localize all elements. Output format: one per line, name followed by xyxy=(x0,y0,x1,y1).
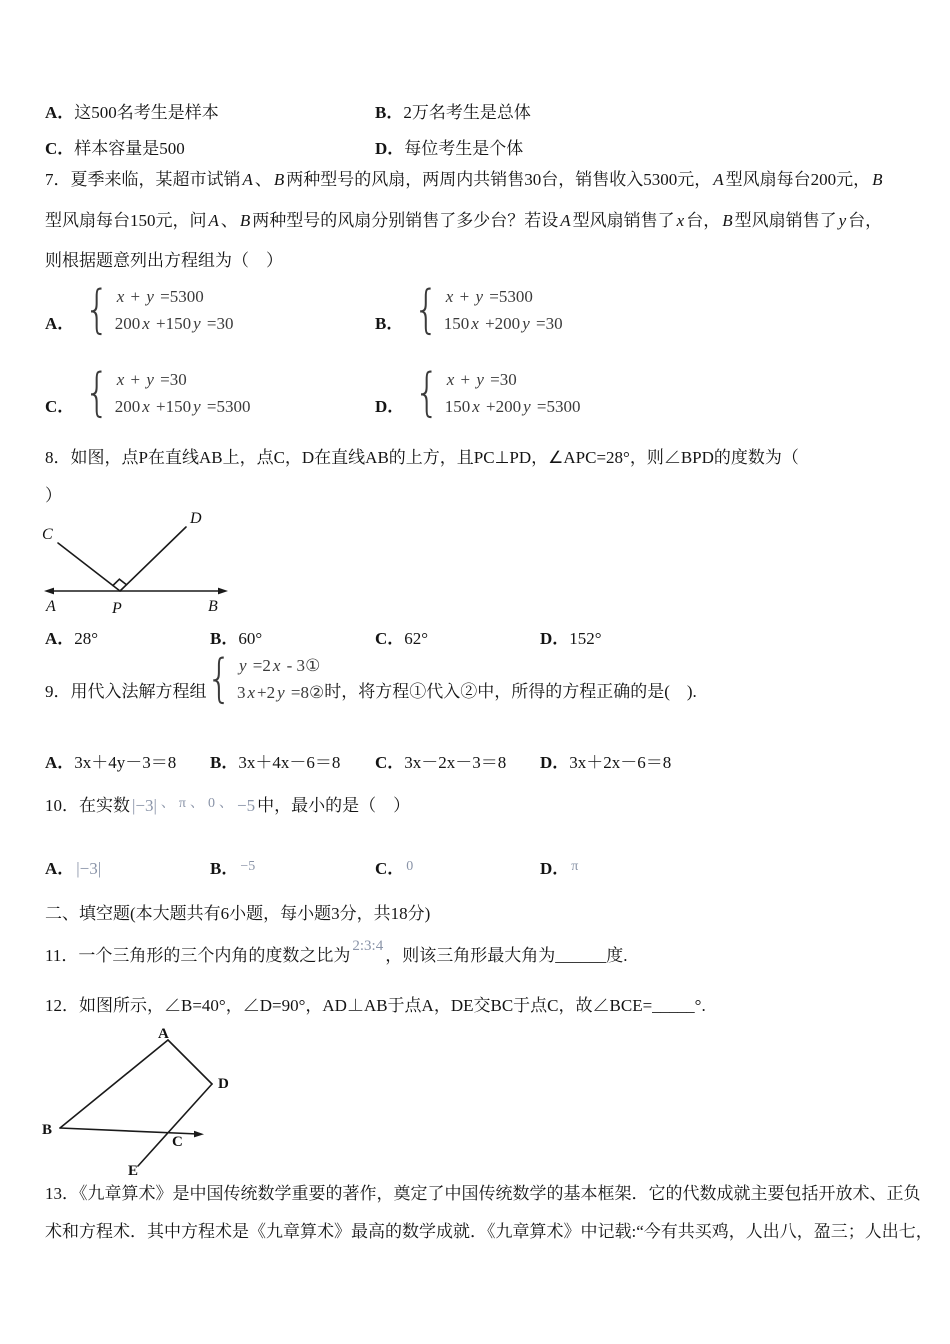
option-text: 28° xyxy=(74,629,99,648)
q10-option-b: B． −5 xyxy=(210,859,256,878)
arrow-left-icon xyxy=(44,588,54,595)
option-label: A． xyxy=(45,314,75,333)
option-label: D． xyxy=(375,397,405,416)
q10-option-a: A． |−3| xyxy=(45,859,102,878)
equation-system xyxy=(115,283,234,337)
line-AD xyxy=(168,1040,212,1084)
q9-option-a xyxy=(45,748,210,773)
equation-line: x + y =5300 xyxy=(116,287,204,306)
option-label: D． xyxy=(540,629,570,648)
ray-PD xyxy=(120,527,186,591)
equation-system xyxy=(444,283,563,337)
label-C: C xyxy=(172,1134,183,1150)
q6-option-a xyxy=(45,98,375,123)
q7-options-row-1 xyxy=(45,280,905,340)
q10-text-line: 10．在实数 |−3| 、 $^\pi$ 、 $^0$ 、 −5 中，最小的是（ ） xyxy=(45,796,411,815)
system-brace-icon: { xyxy=(84,280,110,340)
q8-option-b xyxy=(210,624,375,649)
option-text: 这500名考生是样本 xyxy=(74,103,219,122)
system-brace-icon: { xyxy=(414,363,440,423)
option-text: 3x－2x－3＝8 xyxy=(404,753,507,772)
q8-options-row xyxy=(45,624,905,649)
q9-equation-system xyxy=(237,652,324,706)
arrow-right-icon xyxy=(218,588,228,595)
q12-text-line: 12．如图所示，∠B=40°，∠D=90°，AD⊥AB于点A，DE交BC于点C，故∠BCE=_____°. xyxy=(45,996,706,1015)
equation-line: 150 x +200 y =30 xyxy=(443,314,563,333)
line-AB xyxy=(60,1040,168,1128)
equation-system xyxy=(115,366,251,420)
equation-line: x + y =30 xyxy=(116,370,187,389)
q7-option-b xyxy=(375,280,905,340)
section-2-header: 二、填空题(本大题共有6小题，每小题3分，共18分) xyxy=(45,904,431,923)
option-label: B． xyxy=(210,629,239,648)
equation-line: 200 x +150 y =5300 xyxy=(114,397,251,416)
q7-option-d xyxy=(375,363,905,423)
option-label: C． xyxy=(45,139,75,158)
option-text: 60° xyxy=(238,629,263,648)
equation-line: y =2 x - 3① xyxy=(238,656,321,675)
label-D: D xyxy=(190,510,202,527)
q13-text-line-1: 13．《九章算术》是中国传统数学重要的著作，奠定了中国传统数学的基本框架．它的代数成就主要包括开放术、正负 xyxy=(45,1184,921,1203)
q9-option-b xyxy=(210,748,375,773)
option-label: C． xyxy=(375,753,405,772)
equation-line: 3 x +2 y =8② xyxy=(236,683,325,702)
q10-option-c: C． 0 xyxy=(375,859,414,878)
option-label: B． xyxy=(210,753,239,772)
q7-text-line-1: 7．夏季来临，某超市试销 A 、 B 两种型号的风扇，两周内共销售30台，销售收入5300元， A 型风扇每台200元， B xyxy=(45,170,883,189)
option-text: 样本容量是500 xyxy=(74,139,185,158)
q8-text-line-2: ） xyxy=(45,486,62,505)
label-D: D xyxy=(218,1076,229,1092)
label-B: B xyxy=(208,598,218,615)
option-label: C． xyxy=(45,397,75,416)
option-label: D． xyxy=(375,139,405,158)
q12-figure xyxy=(40,1026,255,1176)
line-DE xyxy=(138,1084,212,1166)
q7-option-a xyxy=(45,280,375,340)
label-C: C xyxy=(42,526,53,543)
q10-options-row xyxy=(45,854,905,879)
option-label: D． xyxy=(540,753,570,772)
q7-options-row-2 xyxy=(45,363,905,423)
option-text: 3x＋2x－6＝8 xyxy=(569,753,672,772)
q6-option-b xyxy=(375,98,905,123)
option-text: 3x＋4y－3＝8 xyxy=(74,753,177,772)
q6-options-row-1 xyxy=(45,98,905,123)
label-B: B xyxy=(42,1122,53,1138)
equation-line: 150 x +200 y =5300 xyxy=(444,397,581,416)
option-text: 2万名考生是总体 xyxy=(403,103,531,122)
equation-system xyxy=(445,366,581,420)
option-label: A． xyxy=(45,103,75,122)
ray-PC xyxy=(58,543,120,591)
label-E: E xyxy=(128,1163,139,1176)
q9-options-row xyxy=(45,748,905,773)
equation-line: x + y =5300 xyxy=(445,287,533,306)
option-label: A． xyxy=(45,629,75,648)
q8-figure xyxy=(38,503,238,618)
q9-prefix: 9．用代入法解方程组 xyxy=(45,682,207,701)
option-text: 3x＋4x－6＝8 xyxy=(238,753,341,772)
q7-option-c xyxy=(45,363,375,423)
option-label: A． xyxy=(45,753,75,772)
q6-options-row-2 xyxy=(45,134,905,159)
q11-text-line: 11．一个三角形的三个内角的度数之比为 2:3:4 ，则该三角形最大角为______度. xyxy=(45,938,628,965)
q6-option-c xyxy=(45,134,375,159)
q8-option-a xyxy=(45,624,210,649)
option-label: B． xyxy=(375,314,404,333)
right-angle-mark xyxy=(113,579,127,585)
q8-text-line-1: 8．如图，点P在直线AB上，点C，D在直线AB的上方，且PC⊥PD，∠APC=28°，则∠BPD的度数为（ xyxy=(45,448,799,467)
label-P: P xyxy=(112,600,122,617)
q10-option-d: D． π xyxy=(540,859,579,878)
q9-option-d xyxy=(540,748,905,773)
label-A: A xyxy=(158,1026,169,1042)
q9-row xyxy=(45,649,697,709)
arrow-right-icon xyxy=(194,1131,204,1138)
option-text: 152° xyxy=(569,629,602,648)
option-label: B． xyxy=(375,103,404,122)
option-text: 每位考生是个体 xyxy=(404,139,524,158)
q6-option-d xyxy=(375,134,905,159)
system-brace-icon: { xyxy=(413,280,439,340)
q8-option-c xyxy=(375,624,540,649)
q8-option-d xyxy=(540,624,905,649)
label-A: A xyxy=(46,598,56,615)
system-brace-icon: { xyxy=(84,363,110,423)
q13-text-line-2: 术和方程术．其中方程术是《九章算术》最高的数学成就．《九章算术》中记载:“今有共买鸡，人出八，盈三；人出七， xyxy=(45,1222,933,1241)
q7-text-line-2: 型风扇每台150元，问 A 、 B 两种型号的风扇分别销售了多少台？若设 A 型风扇销售了 x 台， B 型风扇销售了 y 台， xyxy=(45,211,883,230)
system-brace-icon: { xyxy=(206,649,232,709)
option-label: C． xyxy=(375,629,405,648)
equation-line: x + y =30 xyxy=(446,370,517,389)
q7-text-line-3: 则根据题意列出方程组为（ ） xyxy=(45,251,283,270)
q9-option-c xyxy=(375,748,540,773)
q9-suffix: 时，将方程①代入②中，所得的方程正确的是( ). xyxy=(324,682,697,701)
equation-line: 200 x +150 y =30 xyxy=(114,314,234,333)
option-text: 62° xyxy=(404,629,429,648)
